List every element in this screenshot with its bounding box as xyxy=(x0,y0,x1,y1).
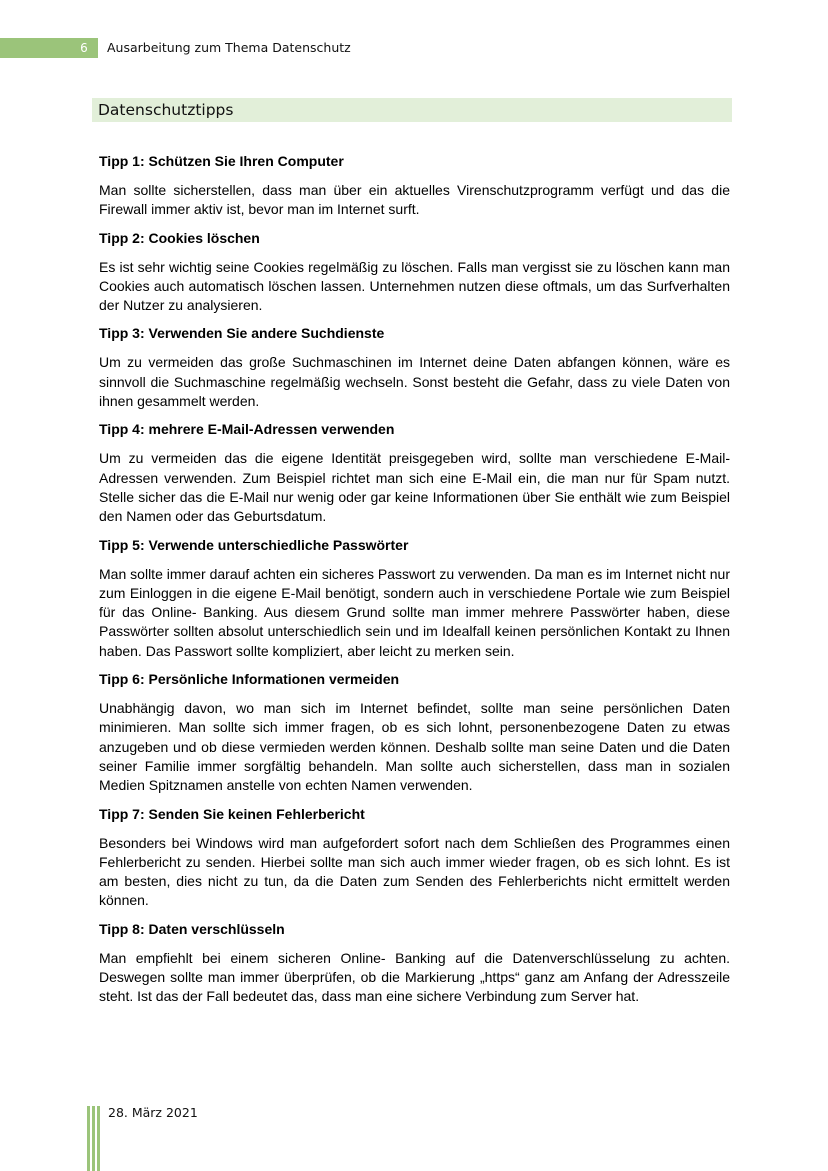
tip-text: Man sollte immer darauf achten ein sicheres Passwort zu verwenden. Da man es im Internet nicht nur zum Einloggen in die eigene E-Mail benötigt, sondern auch in verschiedene Portale wie zum Beispiel für das Online- Banking. Aus diesem Grund sollte man immer mehrere Passwörter haben, diese Passwörter sollten absolut unterschiedlich sein und im Idealfall keinen persönlichen Kontakt zu Ihnen haben. Das Passwort sollte kompliziert, aber leicht zu merken sein. xyxy=(99,565,730,659)
tip-heading: Tipp 1: Schützen Sie Ihren Computer xyxy=(99,153,344,169)
section-heading-bar xyxy=(92,98,732,122)
footer-line xyxy=(92,1106,95,1171)
tip-heading: Tipp 5: Verwende unterschiedliche Passwörter xyxy=(99,536,409,553)
tip-text: Besonders bei Windows wird man aufgefordert sofort nach dem Schließen des Programmes einen Fehlerbericht zu senden. Hierbei sollte man sich auch immer wieder fragen, ob es sich lohnt. Es ist am besten, dies nicht zu tun, da die Daten zum Senden des Fehlerberichts nicht ermittelt werden können. xyxy=(99,834,730,909)
tip-text: Unabhängig davon, wo man sich im Internet befindet, sollte man seine persönlichen Daten minimieren. Man sollte sich immer fragen, ob es sich lohnt, personenbezogene Daten zu etwas anzugeben und ob diese vermieden werden können. Deshalb sollte man seine Daten und die Daten seiner Familie immer sorgfältig behandeln. Man sollte auch sicherstellen, dass man in sozialen Medien Spitznamen anstelle von echten Namen verwenden. xyxy=(99,700,730,794)
tip-4 xyxy=(99,420,730,526)
tip-6 xyxy=(99,670,730,795)
tip-heading: Tipp 7: Senden Sie keinen Fehlerbericht xyxy=(99,805,365,822)
tip-3 xyxy=(99,324,730,411)
tip-text: Man empfiehlt bei einem sicheren Online- Banking auf die Datenverschlüsselung zu achten. Deswegen sollte man immer überprüfen, ob die Markierung „https“ ganz am Anfang der Adresszeile steht. Ist das der Fall bedeutet das, dass man eine sichere Verbindung zum Server hat. xyxy=(99,949,730,1005)
tip-heading: Tipp 2: Cookies löschen xyxy=(99,229,260,246)
tip-1 xyxy=(99,152,730,220)
footer-line xyxy=(87,1106,90,1171)
footer-date: 28. März 2021 xyxy=(108,1105,198,1120)
tip-heading: Tipp 3: Verwenden Sie andere Suchdienste xyxy=(99,325,385,342)
tip-text: Man sollte sicherstellen, dass man über ein aktuelles Virenschutzprogramm verfügt und das die Firewall immer aktiv ist, bevor man im Internet surft. xyxy=(99,182,730,218)
tip-7 xyxy=(99,805,730,911)
footer-line xyxy=(97,1106,100,1171)
tips-list xyxy=(99,152,730,1016)
tip-text: Um zu vermeiden das die eigene Identität preisgegeben wird, sollte man verschiedene E-Mail-Adressen verwenden. Zum Beispiel richtet man sich eine E-Mail ein, die man nur für Spam nutzt. Stelle sicher das die E-Mail nur wenig oder gar keine Informationen über Sie enthält wie zum Beispiel den Namen oder das Geburtsdatum. xyxy=(99,450,730,525)
running-header-title: Ausarbeitung zum Thema Datenschutz xyxy=(107,40,351,55)
tip-5 xyxy=(99,536,730,661)
section-heading: Datenschutztipps xyxy=(98,101,234,119)
footer-decoration-lines xyxy=(87,1106,101,1171)
tip-heading: Tipp 8: Daten verschlüsseln xyxy=(99,920,285,937)
tip-text: Um zu vermeiden das große Suchmaschinen im Internet deine Daten abfangen können, wäre es sinnvoll die Suchmaschine regelmäßig wechseln. Sonst besteht die Gefahr, dass zu viele Daten von ihnen gesammelt werden. xyxy=(99,354,730,410)
tip-8 xyxy=(99,920,730,1007)
tip-heading: Tipp 4: mehrere E-Mail-Adressen verwenden xyxy=(99,421,395,438)
tip-text: Es ist sehr wichtig seine Cookies regelmäßig zu löschen. Falls man vergisst sie zu löschen kann man Cookies auch automatisch löschen lassen. Unternehmen nutzen diese oftmals, um das Surfverhalten der Nutzer zu analysieren. xyxy=(99,258,730,314)
page-number: 6 xyxy=(80,41,88,55)
tip-2 xyxy=(99,229,730,316)
tip-heading: Tipp 6: Persönliche Informationen vermeiden xyxy=(99,671,400,688)
